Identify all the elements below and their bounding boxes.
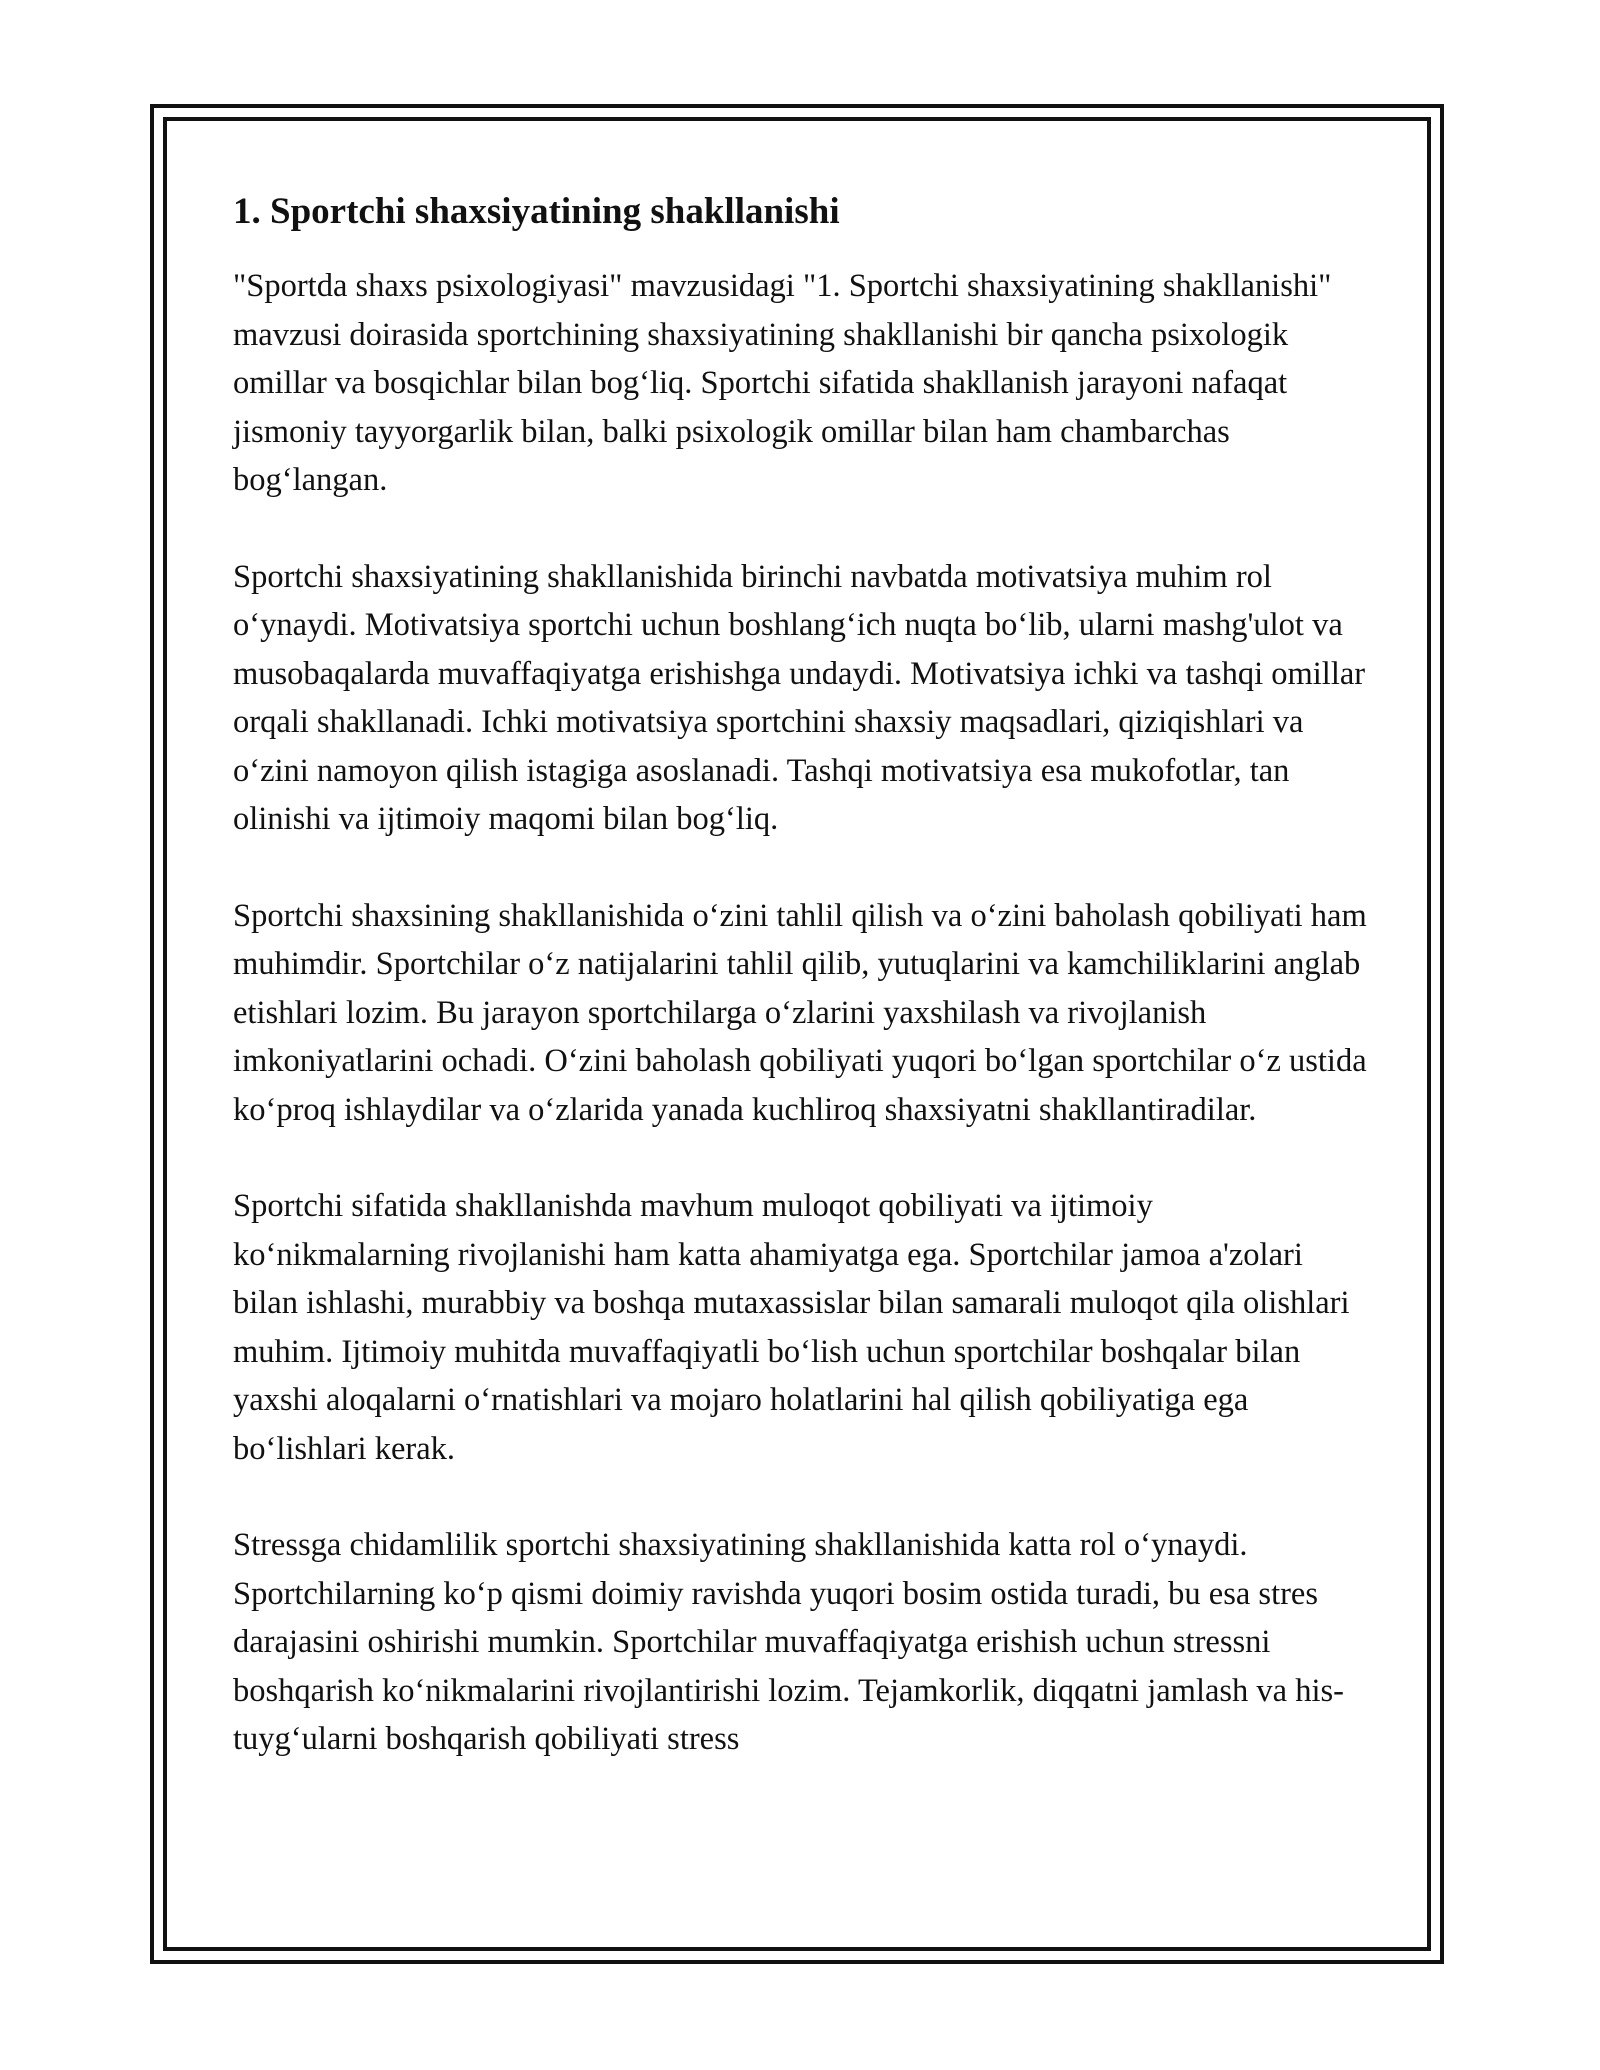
- document-body: [233, 188, 1373, 1812]
- paragraph-4: Sportchi sifatida shakllanishda mavhum muloqot qobiliyati va ijtimoiy ko‘nikmalarning rivojlanishi ham katta ahamiyatga ega. Sportchilar jamoa a'zolari bilan ishlashi, murabbiy va boshqa mutaxassislar bilan samarali muloqot qila olishlari muhim. Ijtimoiy muhitda muvaffaqiyatli bo‘lish uchun sportchilar boshqalar bilan yaxshi aloqalarni o‘rnatishlari va mojaro holatlarini hal qilish qobiliyatiga ega bo‘lishlari kerak.: [233, 1188, 1350, 1467]
- paragraph-5: Stressga chidamlilik sportchi shaxsiyatining shakllanishida katta rol o‘ynaydi. Sportchilarning ko‘p qismi doimiy ravishda yuqori bosim ostida turadi, bu esa stres darajasini oshirishi mumkin. Sportchilar muvaffaqiyatga erishish uchun stressni boshqarish ko‘nikmalarini rivojlantirishi lozim. Tejamkorlik, diqqatni jamlash va his-tuyg‘ularni boshqarish qobiliyati stress: [233, 1527, 1344, 1757]
- paragraph-2: Sportchi shaxsiyatining shakllanishida birinchi navbatda motivatsiya muhim rol o‘ynaydi. Motivatsiya sportchi uchun boshlang‘ich nuqta bo‘lib, ularni mashg'ulot va musobaqalarda muvaffaqiyatga erishishga undaydi. Motivatsiya ichki va tashqi omillar orqali shakllanadi. Ichki motivatsiya sportchini shaxsiy maqsadlari, qiziqishlari va o‘zini namoyon qilish istagiga asoslanadi. Tashqi motivatsiya esa mukofotlar, tan olinishi va ijtimoiy maqomi bilan bog‘liq.: [233, 558, 1366, 837]
- paragraph-1: "Sportda shaxs psixologiyasi" mavzusidagi "1. Sportchi shaxsiyatining shakllanishi" mavzusi doirasida sportchining shaxsiyatining shakllanishi bir qancha psixologik omillar va bosqichlar bilan bog‘liq. Sportchi sifatida shakllanish jarayoni nafaqat jismoniy tayyorgarlik bilan, balki psixologik omillar bilan ham chambarchas bog‘langan.: [233, 268, 1332, 498]
- section-heading: 1. Sportchi shaxsiyatining shakllanishi: [233, 191, 840, 232]
- paragraph-3: Sportchi shaxsining shakllanishida o‘zini tahlil qilish va o‘zini baholash qobiliyati ham muhimdir. Sportchilar o‘z natijalarini tahlil qilib, yutuqlarini va kamchiliklarini anglab etishlari lozim. Bu jarayon sportchilarga o‘zlarini yaxshilash va rivojlanish imkoniyatlarini ochadi. O‘zini baholash qobiliyati yuqori bo‘lgan sportchilar o‘z ustida ko‘proq ishlaydilar va o‘zlarida yanada kuchliroq shaxsiyatni shakllantiradilar.: [233, 897, 1367, 1128]
